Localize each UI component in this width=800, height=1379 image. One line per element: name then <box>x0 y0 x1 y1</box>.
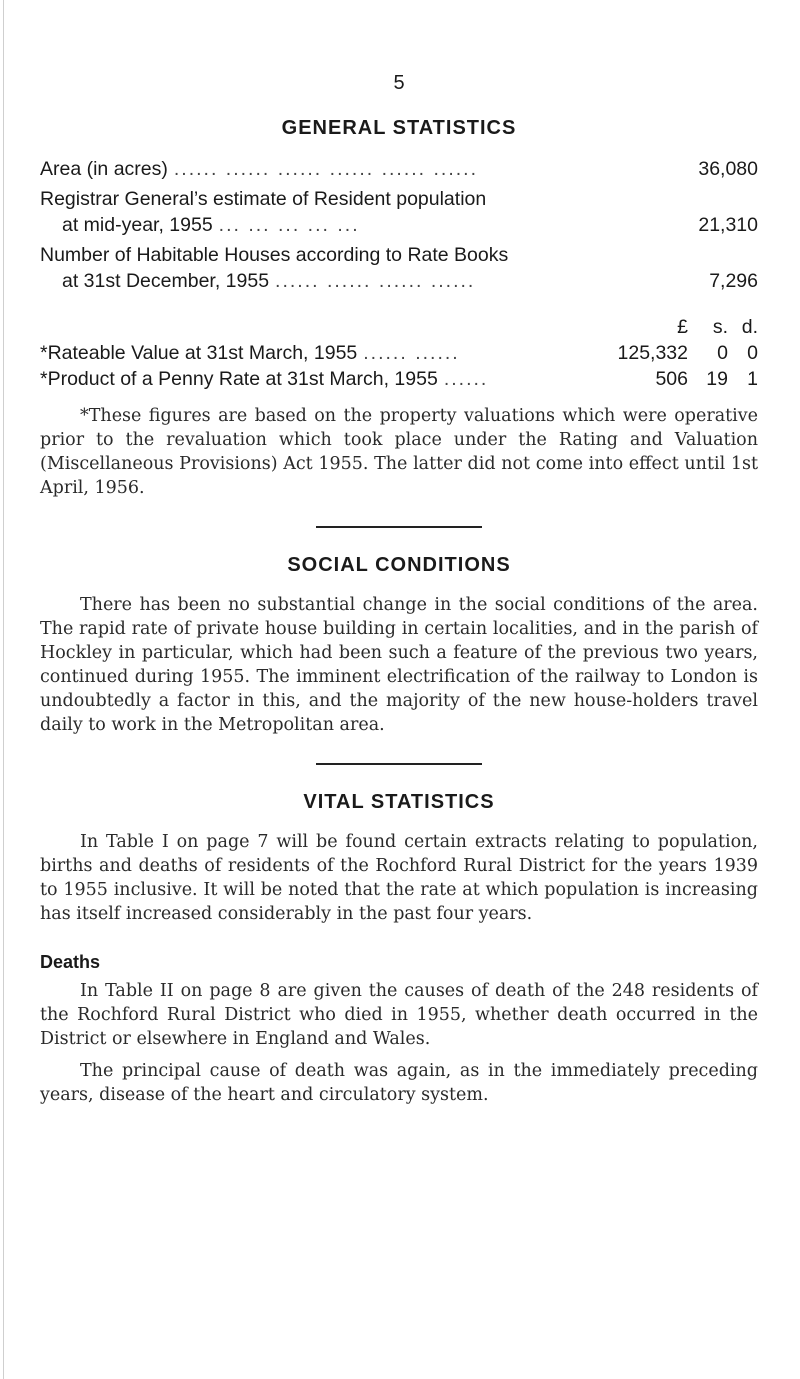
area-label: Area (in acres) <box>40 158 168 180</box>
vital-statistics-section <box>40 791 758 926</box>
general-statistics-section <box>40 117 758 500</box>
houses-label-line2: at 31st December, 1955 <box>62 270 270 292</box>
rateable-pounds: 125,332 <box>617 342 688 364</box>
penny-rate-label: *Product of a Penny Rate at 31st March, 1955 <box>40 368 438 390</box>
population-entry <box>40 186 758 238</box>
social-conditions-heading: SOCIAL CONDITIONS <box>287 554 511 576</box>
deaths-paragraph-2: The principal cause of death was again, as in the immediately preceding years, disease of the heart and circulatory system. <box>40 1061 758 1105</box>
vital-statistics-heading: VITAL STATISTICS <box>303 791 495 813</box>
area-row <box>40 156 758 182</box>
currency-column-header <box>40 314 758 340</box>
vital-statistics-paragraph: In Table I on page 7 will be found certain extracts relating to population, births and deaths of residents of the Rochford Rural District for the years 1939 to 1955 inclusive. It will be noted that the rate at which population is increasing has itself increased considerably in the past four years. <box>40 832 758 924</box>
houses-entry <box>40 242 758 294</box>
deaths-heading: Deaths <box>40 952 101 972</box>
penny-shillings: 19 <box>706 368 728 390</box>
page-edge-rule <box>3 0 4 1379</box>
population-leader-dots: ... ... ... ... ... <box>218 214 360 236</box>
section-divider <box>316 526 482 528</box>
penny-rate-row <box>40 366 758 392</box>
population-label-line1: Registrar General’s estimate of Resident population <box>40 188 487 210</box>
penny-pounds: 506 <box>655 368 688 390</box>
pence-column-label: d. <box>741 316 758 338</box>
rateable-value-label: *Rateable Value at 31st March, 1955 <box>40 342 358 364</box>
houses-row <box>40 268 758 294</box>
area-leader-dots: ...... ...... ...... ...... ...... ...... <box>173 158 479 180</box>
houses-leader-dots: ...... ...... ...... ...... <box>275 270 476 292</box>
area-value: 36,080 <box>698 158 758 180</box>
population-value: 21,310 <box>698 214 758 236</box>
social-conditions-paragraph: There has been no substantial change in the social conditions of the area. The rapid rate of private house building in certain localities, and in the parish of Hockley in particular, which had been such a feature of the previous two years, continued during 1955. The imminent electrification of the railway to London is undoubtedly a factor in this, and the majority of the new house-holders travel daily to work in the Metropolitan area. <box>40 595 758 735</box>
penny-leader-dots: ...... <box>443 368 489 390</box>
shillings-column-label: s. <box>712 316 728 338</box>
penny-rate-amount <box>588 366 758 392</box>
population-label-line2: at mid-year, 1955 <box>62 214 213 236</box>
rateable-value-amount <box>588 340 758 366</box>
social-conditions-section <box>40 554 758 737</box>
deaths-paragraph-1: In Table II on page 8 are given the causes of death of the 248 residents of the Rochford Rural District who died in 1955, whether death occurred in the District or elsewhere in England and Wales. <box>40 981 758 1049</box>
rateable-shillings: 0 <box>717 342 728 364</box>
deaths-section <box>40 952 758 1107</box>
general-statistics-heading: GENERAL STATISTICS <box>281 117 517 139</box>
rateable-value-row <box>40 340 758 366</box>
population-row <box>40 212 758 238</box>
page-number: 5 <box>393 72 405 94</box>
houses-label-line1: Number of Habitable Houses according to Rate Books <box>40 244 509 266</box>
rateable-pence: 0 <box>747 342 758 364</box>
rateable-leader-dots: ...... ...... <box>363 342 460 364</box>
houses-value: 7,296 <box>709 270 758 292</box>
valuation-footnote: *These figures are based on the property valuations which were operative prior to the revaluation which took place under the Rating and Valuation (Miscellaneous Provisions) Act 1955. The latter did not come into effect until 1st April, 1956. <box>40 406 758 498</box>
section-divider <box>316 763 482 765</box>
penny-pence: 1 <box>747 368 758 390</box>
document-page <box>40 72 758 1107</box>
pound-column-label: £ <box>677 316 688 338</box>
